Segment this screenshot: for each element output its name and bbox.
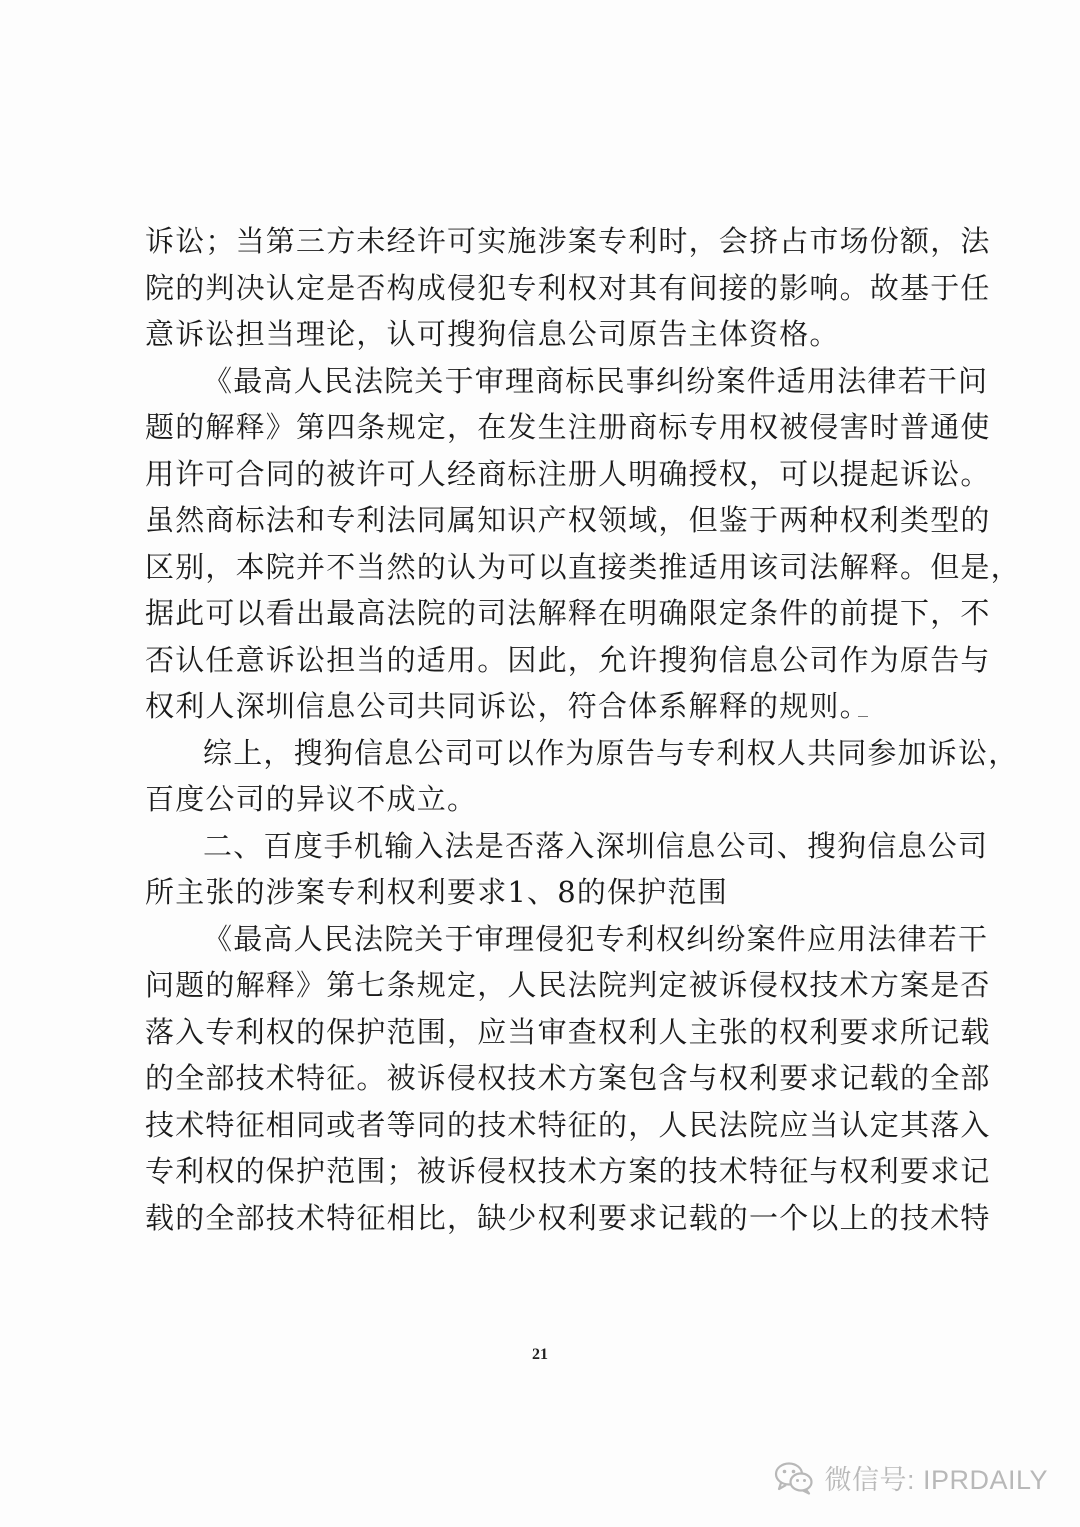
text-line: 题的解释》第四条规定，在发生注册商标专用权被侵害时普通使 <box>145 410 991 444</box>
text-line: 的全部技术特征。被诉侵权技术方案包含与权利要求记载的全部 <box>145 1061 991 1095</box>
wechat-icon <box>774 1461 814 1495</box>
scan-speck <box>858 716 868 721</box>
wechat-watermark <box>774 1458 1048 1497</box>
text-line: 综上，搜狗信息公司可以作为原告与专利权人共同参加诉讼， <box>203 735 1019 770</box>
document-body <box>145 218 1021 1241</box>
paragraph <box>145 358 1021 730</box>
text-line: 《最高人民法院关于审理侵犯专利权纠纷案件应用法律若干 <box>203 921 989 956</box>
paragraph <box>145 730 1019 823</box>
text-line: 百度公司的异议不成立。 <box>145 782 478 816</box>
text-line: 技术特征相同或者等同的技术特征的，人民法院应当认定其落入 <box>145 1107 991 1142</box>
text-line: 《最高人民法院关于审理商标民事纠纷案件适用法律若干问 <box>203 363 989 398</box>
text-line: 所主张的涉案专利权利要求1、8的保护范围 <box>145 875 728 909</box>
paragraph <box>145 218 991 358</box>
text-line: 载的全部技术特征相比，缺少权利要求记载的一个以上的技术特 <box>145 1200 991 1235</box>
text-line: 区别，本院并不当然的认为可以直接类推适用该司法解释。但是， <box>145 549 1021 584</box>
text-line: 诉讼；当第三方未经许可实施涉案专利时，会挤占市场份额，法 <box>145 224 991 258</box>
text-line: 否认任意诉讼担当的适用。因此，允许搜狗信息公司作为原告与 <box>145 642 991 677</box>
text-line: 权利人深圳信息公司共同诉讼，符合体系解释的规则。 <box>145 689 870 723</box>
text-line: 据此可以看出最高法院的司法解释在明确限定条件的前提下，不 <box>145 596 991 630</box>
text-line: 意诉讼担当理论，认可搜狗信息公司原告主体资格。 <box>145 317 840 351</box>
text-line: 院的判决认定是否构成侵犯专利权对其有间接的影响。故基于任 <box>145 270 991 305</box>
page-number: 21 <box>532 1346 548 1363</box>
watermark-text: 微信号: IPRDAILY <box>824 1465 1048 1495</box>
text-line: 二、百度手机输入法是否落入深圳信息公司、搜狗信息公司 <box>203 828 989 863</box>
text-line: 用许可合同的被许可人经商标注册人明确授权，可以提起诉讼。 <box>145 456 991 491</box>
text-line: 问题的解释》第七条规定，人民法院判定被诉侵权技术方案是否 <box>145 968 991 1002</box>
text-line: 专利权的保护范围；被诉侵权技术方案的技术特征与权利要求记 <box>145 1154 991 1188</box>
text-line: 落入专利权的保护范围，应当审查权利人主张的权利要求所记载 <box>145 1014 991 1049</box>
paragraph <box>145 823 989 916</box>
paragraph <box>145 916 991 1242</box>
text-line: 虽然商标法和专利法同属知识产权领域，但鉴于两种权利类型的 <box>145 503 991 537</box>
